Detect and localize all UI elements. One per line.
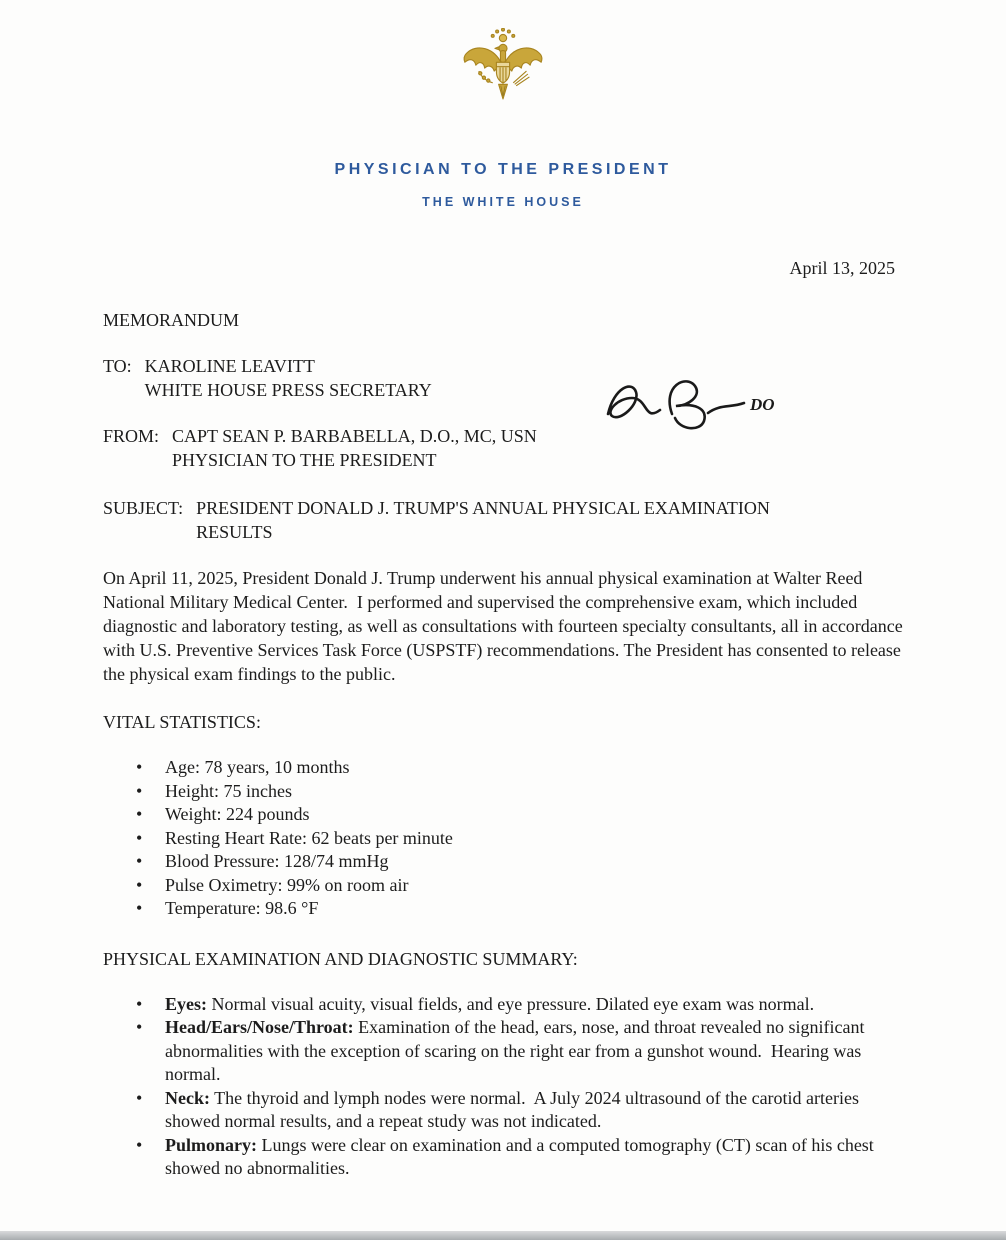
list-item [136,1087,903,1134]
from-title: PHYSICIAN TO THE PRESIDENT [172,450,437,470]
vital-statistics-list [136,756,903,921]
signature-icon [598,368,790,440]
from-label: FROM: [103,426,160,446]
subject-line1: PRESIDENT DONALD J. TRUMP'S ANNUAL PHYSICAL EXAMINATION [196,498,770,518]
exam-term: Pulmonary: [165,1134,257,1155]
intro-paragraph: On April 11, 2025, President Donald J. Trump underwent his annual physical examination at Walter Reed National Military Medical Center. I performed and supervised the comprehensive exam, which included diagnostic and laboratory testing, as well as consultations with fourteen specialty consultants, all in accordance with U.S. Preventive Services Task Force (USPSTF) recommendations. The President has consented to release the physical exam findings to the public. [103,568,908,684]
memorandum-label: MEMORANDUM [103,310,240,330]
exam-term: Neck: [165,1087,210,1108]
list-item [136,1134,903,1181]
letterhead-title: PHYSICIAN TO THE PRESIDENT [334,161,672,178]
subject-content [196,496,770,544]
from-content [172,424,537,472]
list-item [136,1016,903,1087]
presidential-seal-icon [459,28,547,120]
list-item: • Weight: 224 pounds [136,803,903,827]
to-title: WHITE HOUSE PRESS SECRETARY [144,380,432,400]
physical-exam-heading: PHYSICAL EXAMINATION AND DIAGNOSTIC SUMMARY: [103,948,578,969]
list-item: • Blood Pressure: 128/74 mmHg [136,850,903,874]
list-item: • Age: 78 years, 10 months [136,756,903,780]
list-item [136,993,903,1017]
memo-date: April 13, 2025 [789,258,895,278]
to-content [145,354,432,402]
list-item: • Resting Heart Rate: 62 beats per minute [136,827,903,851]
exam-term: Eyes: [165,993,207,1014]
exam-text: Examination of the head, ears, nose, and throat revealed no significant abnormalities with the exception of scaring on the right ear from a gunshot wound. Hearing was normal. [165,1017,869,1084]
page-bottom-edge [0,1231,1006,1240]
subject-label: SUBJECT: [103,498,184,518]
exam-text: Normal visual acuity, visual fields, and eye pressure. Dilated eye exam was normal. [207,993,815,1014]
subject-line2: RESULTS [196,522,273,542]
from-name: CAPT SEAN P. BARBABELLA, D.O., MC, USN [172,426,537,446]
to-label: TO: [103,356,132,376]
list-item: • Pulse Oximetry: 99% on room air [136,874,903,898]
vital-statistics-heading: VITAL STATISTICS: [103,712,261,732]
exam-text: The thyroid and lymph nodes were normal. A July 2024 ultrasound of the carotid arteries showed normal results, and a repeat study was not indicated. [165,1087,864,1131]
list-item: • Height: 75 inches [136,780,903,804]
exam-text: Lungs were clear on examination and a computed tomography (CT) scan of his chest showed no abnormalities. [165,1134,879,1178]
exam-term: Head/Ears/Nose/Throat: [165,1017,354,1037]
to-name: KAROLINE LEAVITT [144,356,315,376]
physical-exam-list [136,993,903,1181]
signature-suffix: DO [750,395,775,414]
letterhead-subtitle: THE WHITE HOUSE [422,195,584,209]
subject-block [103,496,903,544]
list-item: • Temperature: 98.6 °F [136,897,903,921]
